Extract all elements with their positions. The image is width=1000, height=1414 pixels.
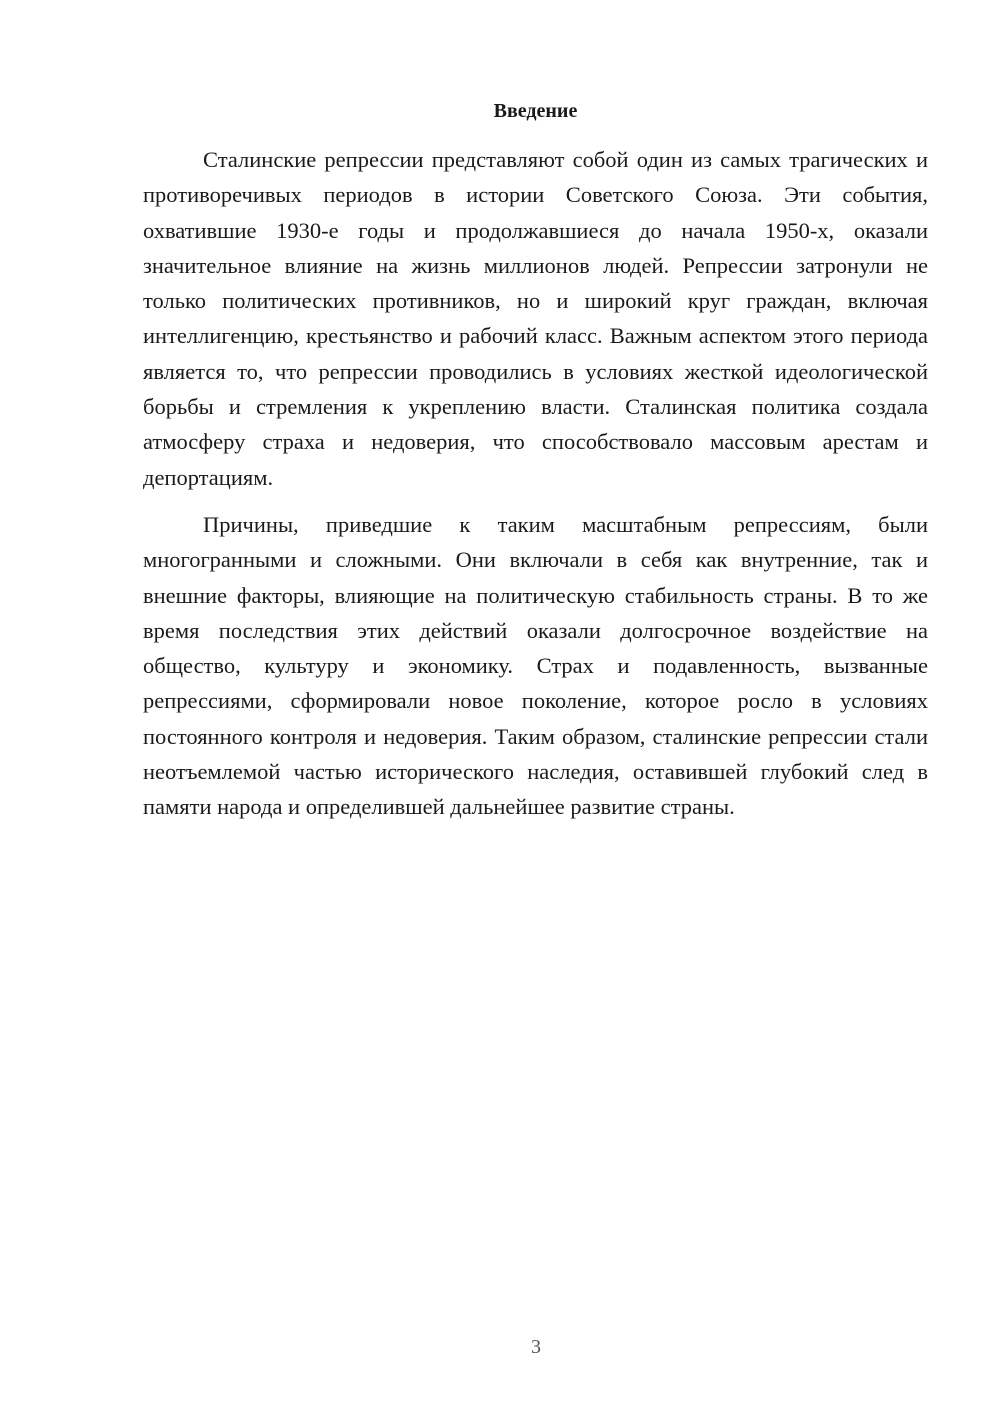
section-heading: Введение (493, 100, 578, 122)
paragraph-1: Сталинские репрессии представляют собой один из самых трагических и противоречивых периодов в истории Советского Союза. Эти события, охватившие 1930-е годы и продолжавшиеся до начала 1950-х, оказали значительное влияние на жизнь миллионов людей. Репрессии затронули не только политических противников, но и широкий круг граждан, включая интеллигенцию, крестьянство и рабочий класс. Важным аспектом этого периода является то, что репрессии проводились в условиях жесткой идеологической борьбы и стремления к укреплению власти. Сталинская политика создала атмосферу страха и недоверия, что способствовало массовым арестам и депортациям. (143, 147, 928, 490)
paragraph-2: Причины, приведшие к таким масштабным репрессиям, были многогранными и сложными. Они включали в себя как внутренние, так и внешние факторы, влияющие на политическую стабильность страны. В то же время последствия этих действий оказали долгосрочное воздействие на общество, культуру и экономику. Страх и подавленность, вызванные репрессиями, сформировали новое поколение, которое росло в условиях постоянного контроля и недоверия. Таким образом, сталинские репрессии стали неотъемлемой частью исторического наследия, оставившей глубокий след в памяти народа и определившей дальнейшее развитие страны. (143, 511, 928, 820)
page-number: 3 (531, 1336, 541, 1358)
body-text (143, 142, 928, 837)
